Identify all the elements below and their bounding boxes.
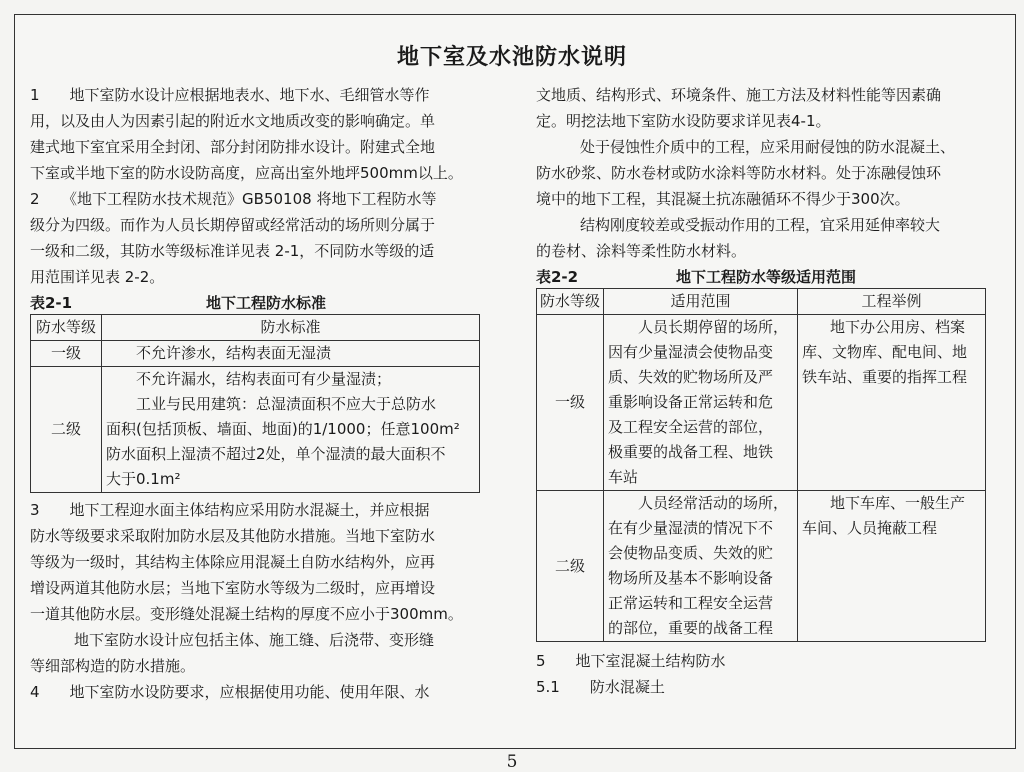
section-heading-5: 5 地下室混凝土结构防水	[536, 652, 726, 670]
left-column	[30, 82, 490, 705]
table-cell: 二级	[31, 367, 102, 493]
table-header-cell: 工程举例	[798, 289, 986, 315]
paragraph-2	[30, 186, 490, 290]
table-row	[537, 289, 986, 315]
right-column	[536, 82, 991, 700]
table-number: 表2-2	[536, 268, 579, 286]
text-line: 定。明挖法地下室防水设防要求详见表4-1。	[536, 112, 831, 130]
table-title: 地下工程防水标准	[206, 294, 327, 312]
text-line: 等级为一级时，其结构主体除应用混凝土自防水结构外，应再	[30, 553, 436, 571]
cell-line: 工业与民用建筑：总湿渍面积不应大于总防水	[136, 395, 437, 413]
section-heading-5-1: 5.1 防水混凝土	[536, 678, 665, 696]
text-line: 文地质、结构形式、环境条件、施工方法及材料性能等因素确	[536, 86, 942, 104]
paragraph-3	[30, 497, 490, 679]
cell-line: 不允许漏水，结构表面可有少量湿渍；	[136, 370, 392, 388]
text-line: 防水等级要求采取附加防水层及其他防水措施。当地下室防水	[30, 527, 436, 545]
table-header-cell: 防水等级	[537, 289, 604, 315]
table-header-cell: 防水等级	[31, 315, 102, 341]
text-line: 4 地下室防水设防要求，应根据使用功能、使用年限、水	[30, 683, 430, 701]
cell-line: 重影响设备正常运转和危	[608, 393, 774, 411]
table-title: 地下工程防水等级适用范围	[676, 268, 857, 286]
table-header-cell: 防水标准	[102, 315, 480, 341]
cell-line: 库、文物库、配电间、地	[802, 343, 968, 361]
table-cell: 一级	[537, 315, 604, 491]
text-line: 下室或半地下室的防水设防高度，应高出室外地坪500mm以上。	[30, 164, 463, 182]
table-2-1	[30, 314, 480, 493]
table-row	[31, 367, 480, 493]
text-line: 用范围详见表 2-2。	[30, 268, 165, 286]
cell-line: 铁车站、重要的指挥工程	[802, 368, 968, 386]
cell-line: 物场所及基本不影响设备	[608, 569, 774, 587]
page-title: 地下室及水池防水说明	[396, 45, 627, 70]
cell-line: 人员经常活动的场所，	[638, 494, 789, 512]
text-line: 用，以及由人为因素引起的附近水文地质改变的影响确定。单	[30, 112, 436, 130]
text-line: 处于侵蚀性介质中的工程，应采用耐侵蚀的防水混凝土、	[580, 138, 956, 156]
cell-line: 地下办公用房、档案	[830, 318, 966, 336]
text-line: 建式地下室宜采用全封闭、部分封闭防排水设计。附建式全地	[30, 138, 436, 156]
text-line: 境中的地下工程，其混凝土抗冻融循环不得少于300次。	[536, 190, 910, 208]
table-2-2-caption	[536, 264, 991, 288]
table-cell: 不允许渗水，结构表面无湿渍	[102, 341, 480, 367]
cell-line: 及工程安全运营的部位，	[608, 418, 774, 436]
table-row	[31, 315, 480, 341]
table-cell	[604, 315, 798, 491]
text-line: 一级和二级，其防水等级标准详见表 2-1，不同防水等级的适	[30, 242, 435, 260]
text-line: 结构刚度较差或受振动作用的工程，宜采用延伸率较大	[580, 216, 941, 234]
paragraph-4	[30, 679, 490, 705]
text-line: 一道其他防水层。变形缝处混凝土结构的厚度不应小于300mm。	[30, 605, 463, 623]
table-2-1-caption	[30, 290, 490, 314]
cell-line: 防水面积上湿渍不超过2处，单个湿渍的最大面积不	[106, 445, 446, 463]
cell-line: 人员长期停留的场所，	[638, 318, 789, 336]
table-cell	[798, 315, 986, 491]
text-line: 级分为四级。而作为人员长期停留或经常活动的场所则分属于	[30, 216, 436, 234]
text-line: 的卷材、涂料等柔性防水材料。	[536, 242, 747, 260]
text-line: 增设两道其他防水层；当地下室防水等级为二级时，应再增设	[30, 579, 436, 597]
table-number: 表2-1	[30, 294, 73, 312]
cell-line: 车间、人员掩蔽工程	[802, 519, 938, 537]
table-row	[537, 315, 986, 491]
cell-line: 大于0.1m²	[106, 470, 181, 488]
table-cell	[102, 367, 480, 493]
cell-line: 车站	[608, 468, 639, 486]
table-cell: 二级	[537, 491, 604, 642]
cell-line: 面积(包括顶板、墙面、地面)的1/1000；任意100m²	[106, 420, 460, 438]
cell-line: 质、失效的贮物场所及严	[608, 368, 774, 386]
cell-line: 会使物品变质、失效的贮	[608, 544, 774, 562]
cell-line: 在有少量湿渍的情况下不	[608, 519, 774, 537]
table-cell	[604, 491, 798, 642]
table-row	[31, 341, 480, 367]
table-2-2	[536, 288, 986, 642]
table-cell: 一级	[31, 341, 102, 367]
cell-line: 极重要的战备工程、地铁	[608, 443, 774, 461]
page-number: 5	[506, 752, 518, 772]
text-line: 地下室防水设计应包括主体、施工缝、后浇带、变形缝	[74, 631, 435, 649]
table-header-cell: 适用范围	[604, 289, 798, 315]
cell-line: 因有少量湿渍会使物品变	[608, 343, 774, 361]
cell-line: 地下车库、一般生产	[830, 494, 966, 512]
cell-line: 的部位，重要的战备工程	[608, 619, 774, 637]
text-line: 防水砂浆、防水卷材或防水涂料等防水材料。处于冻融侵蚀环	[536, 164, 942, 182]
table-cell	[798, 491, 986, 642]
text-line: 等细部构造的防水措施。	[30, 657, 196, 675]
cell-line: 正常运转和工程安全运营	[608, 594, 774, 612]
text-line: 1 地下室防水设计应根据地表水、地下水、毛细管水等作	[30, 86, 430, 104]
text-line: 2 《地下工程防水技术规范》GB50108 将地下工程防水等	[30, 190, 437, 208]
table-row	[537, 491, 986, 642]
paragraph-1	[30, 82, 490, 186]
text-line: 3 地下工程迎水面主体结构应采用防水混凝土，并应根据	[30, 501, 430, 519]
